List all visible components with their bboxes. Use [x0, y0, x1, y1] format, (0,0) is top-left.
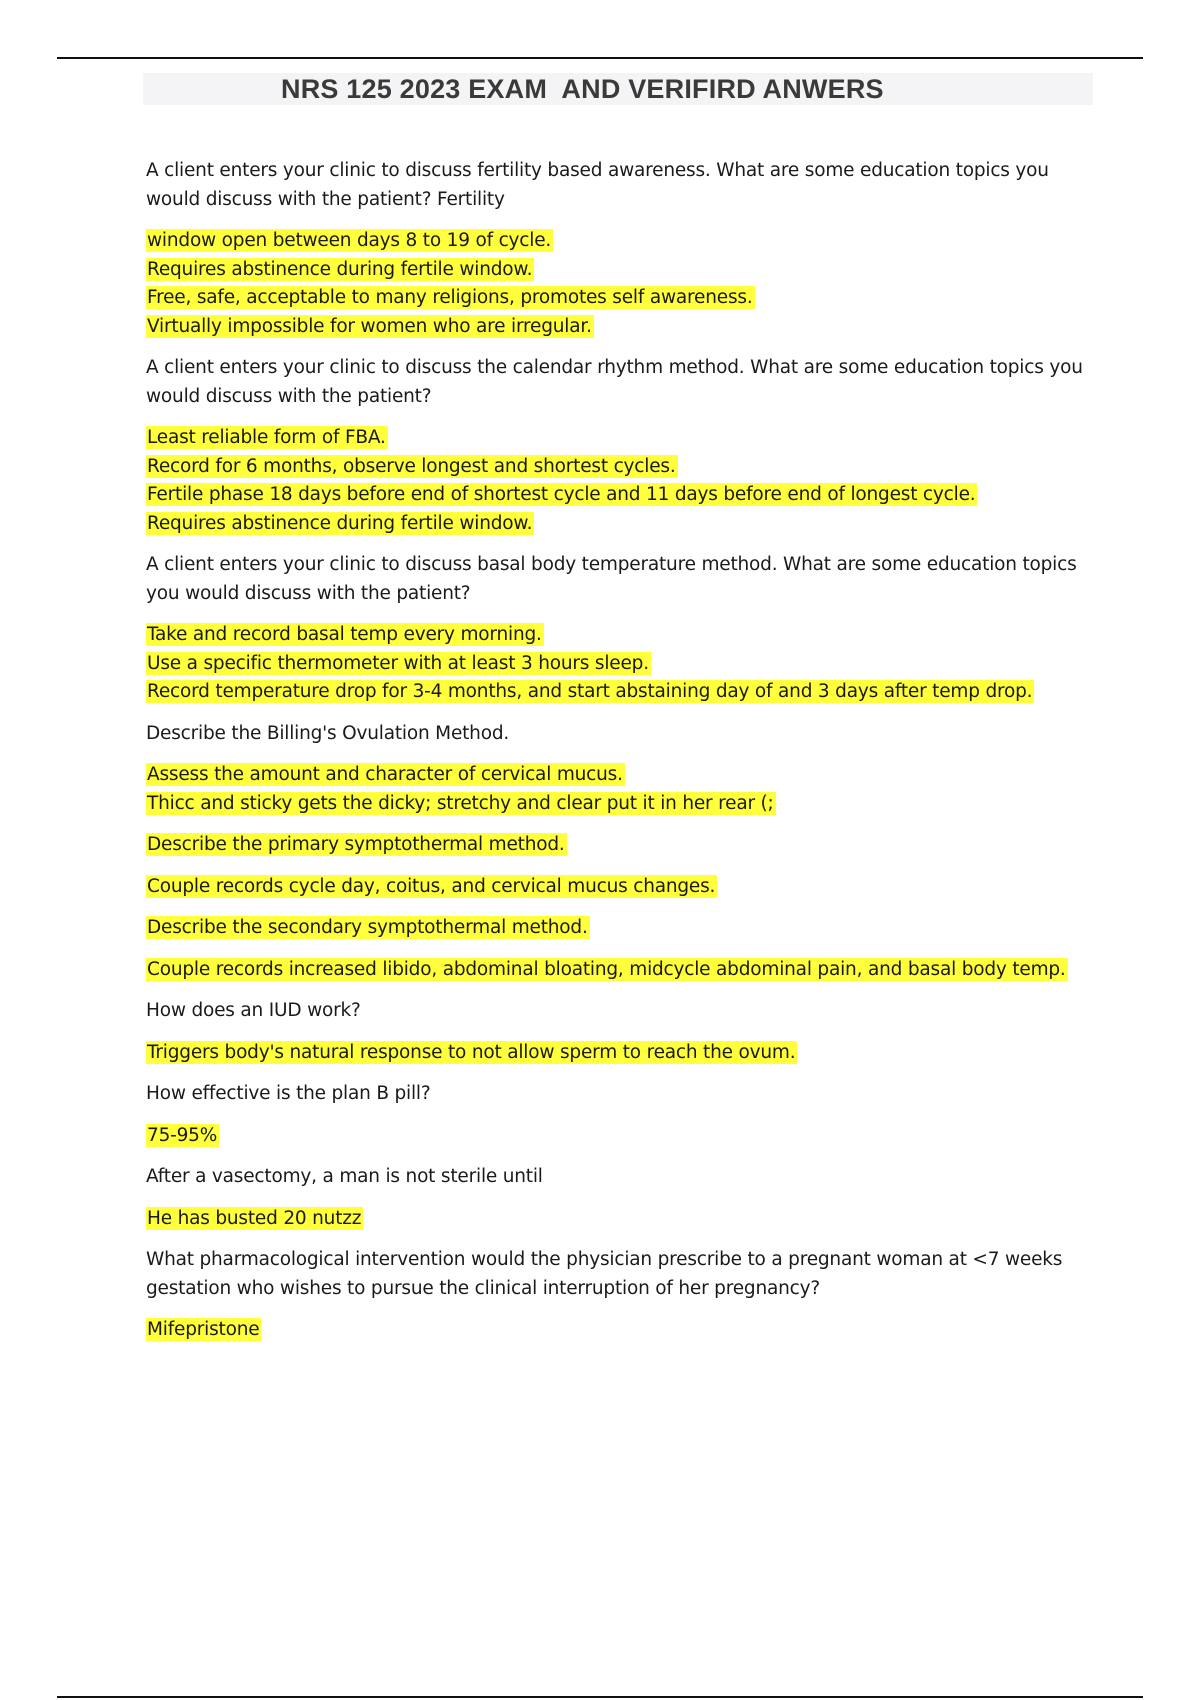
answer-line: Take and record basal temp every morning. — [147, 624, 542, 645]
answer-line: Record temperature drop for 3-4 months, and start abstaining day of and 3 days after temp drop. — [147, 681, 1033, 702]
answer-line: He has busted 20 nutzz — [147, 1207, 362, 1229]
answer-block — [146, 424, 1086, 538]
question-text: How effective is the plan B pill? — [146, 1083, 431, 1104]
answer-line: Triggers body's natural response to not allow sperm to reach the ovum. — [147, 1041, 796, 1063]
answer-block — [146, 831, 1086, 860]
question-text: A client enters your clinic to discuss fertility based awareness. What are some education topics you would discuss with the patient? Fertility — [146, 160, 1049, 210]
answer-block — [146, 621, 1086, 707]
answer-line: Describe the primary symptothermal method. — [147, 834, 565, 855]
answer-line: Couple records cycle day, coitus, and cervical mucus changes. — [147, 875, 716, 897]
question-text: A client enters your clinic to discuss basal body temperature method. What are some education topics you would discuss with the patient? — [146, 554, 1077, 604]
question-text: What pharmacological intervention would the physician prescribe to a pregnant woman at <7 weeks gestation who wishes to pursue the clinical interruption of her pregnancy? — [146, 1249, 1063, 1299]
answer-line: Use a specific thermometer with at least 3 hours sleep. — [147, 652, 649, 674]
answer-line: window open between days 8 to 19 of cycle. — [147, 230, 552, 251]
answer-line: Requires abstinence during fertile window. — [147, 258, 533, 280]
answer-line: Thicc and sticky gets the dicky; stretchy and clear put it in her rear (; — [147, 792, 774, 814]
answer-line: Least reliable form of FBA. — [147, 427, 386, 448]
document-title: NRS 125 2023 EXAM AND VERIFIRD ANWERS — [281, 74, 884, 104]
answer-block — [146, 956, 1086, 985]
bottom-rule — [57, 1696, 1143, 1698]
question-text: A client enters your clinic to discuss the calendar rhythm method. What are some education topics you would discuss with the patient? — [146, 357, 1083, 407]
answer-block — [146, 1205, 1086, 1234]
answer-block — [146, 227, 1086, 341]
answer-line: Mifepristone — [147, 1319, 260, 1340]
answer-line: 75-95% — [147, 1124, 218, 1146]
question-text: How does an IUD work? — [146, 1000, 361, 1021]
answer-line: Virtually impossible for women who are irregular. — [147, 315, 592, 337]
document-body — [146, 157, 1086, 1358]
answer-block — [146, 1316, 1086, 1345]
answer-block — [146, 1039, 1086, 1068]
answer-line: Record for 6 months, observe longest and shortest cycles. — [147, 455, 676, 477]
question-text: Describe the Billing's Ovulation Method. — [146, 722, 510, 744]
answer-line: Describe the secondary symptothermal method. — [147, 917, 588, 938]
top-rule — [57, 57, 1143, 59]
answer-block — [146, 761, 1086, 818]
answer-line: Couple records increased libido, abdominal bloating, midcycle abdominal pain, and basal body temp. — [147, 958, 1066, 980]
answer-block — [146, 873, 1086, 902]
question-text: After a vasectomy, a man is not sterile until — [146, 1166, 543, 1187]
answer-line: Requires abstinence during fertile window. — [147, 512, 533, 534]
answer-block — [146, 914, 1086, 943]
answer-line: Free, safe, acceptable to many religions, promotes self awareness. — [147, 287, 753, 308]
answer-block — [146, 1122, 1086, 1151]
answer-line: Fertile phase 18 days before end of shortest cycle and 11 days before end of longest cycle. — [147, 484, 976, 505]
answer-line: Assess the amount and character of cervical mucus. — [147, 764, 623, 785]
